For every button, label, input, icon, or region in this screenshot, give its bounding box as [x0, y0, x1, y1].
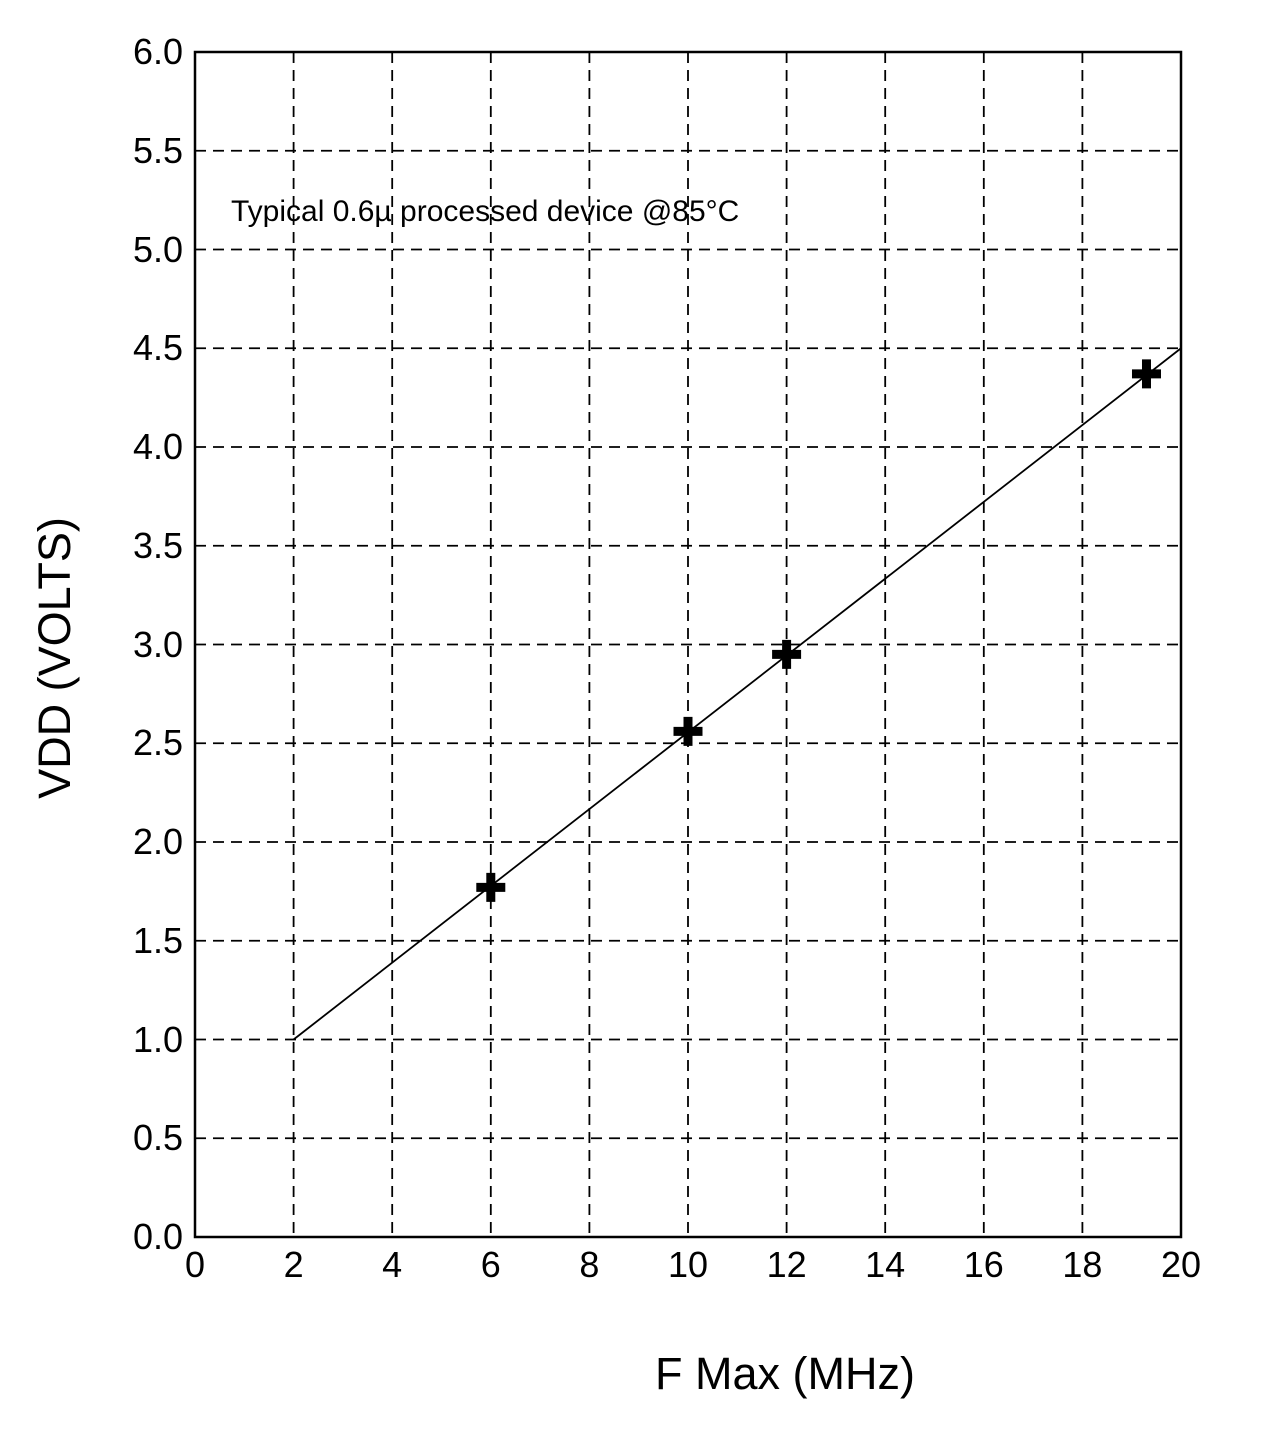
y-tick-label: 1.5: [132, 919, 183, 961]
y-tick-label: 3.0: [132, 623, 183, 665]
y-tick-label: 5.5: [132, 129, 183, 171]
y-tick-label: 2.0: [132, 821, 183, 862]
chart-annotation: Typical 0.6µ processed device @85°C: [231, 195, 740, 228]
x-tick-label: 4: [382, 1244, 403, 1285]
x-tick-label: 20: [1160, 1244, 1202, 1285]
y-tick-label: 0.5: [132, 1117, 183, 1159]
x-tick-label: 6: [480, 1244, 501, 1285]
y-tick-label: 3.5: [132, 524, 183, 566]
x-tick-label: 0: [184, 1244, 206, 1285]
x-tick-label: 2: [283, 1244, 304, 1285]
x-tick-label: 10: [667, 1244, 709, 1285]
y-tick-label: 4.0: [132, 426, 183, 467]
y-tick-label: 0.0: [132, 1216, 183, 1257]
x-tick-label: 8: [579, 1244, 600, 1285]
y-tick-label: 2.5: [132, 722, 183, 764]
x-tick-label: 14: [865, 1244, 906, 1285]
y-tick-label: 6.0: [132, 31, 183, 72]
y-tick-label: 1.0: [132, 1018, 183, 1060]
x-tick-label: 18: [1062, 1244, 1103, 1285]
x-axis-title: F Max (MHz): [655, 1348, 915, 1399]
y-tick-label: 5.0: [132, 228, 183, 270]
y-axis-title: VDD (VOLTS): [29, 517, 80, 799]
y-tick-label: 4.5: [132, 327, 183, 369]
x-tick-label: 12: [766, 1244, 807, 1285]
x-tick-label: 16: [963, 1244, 1004, 1285]
